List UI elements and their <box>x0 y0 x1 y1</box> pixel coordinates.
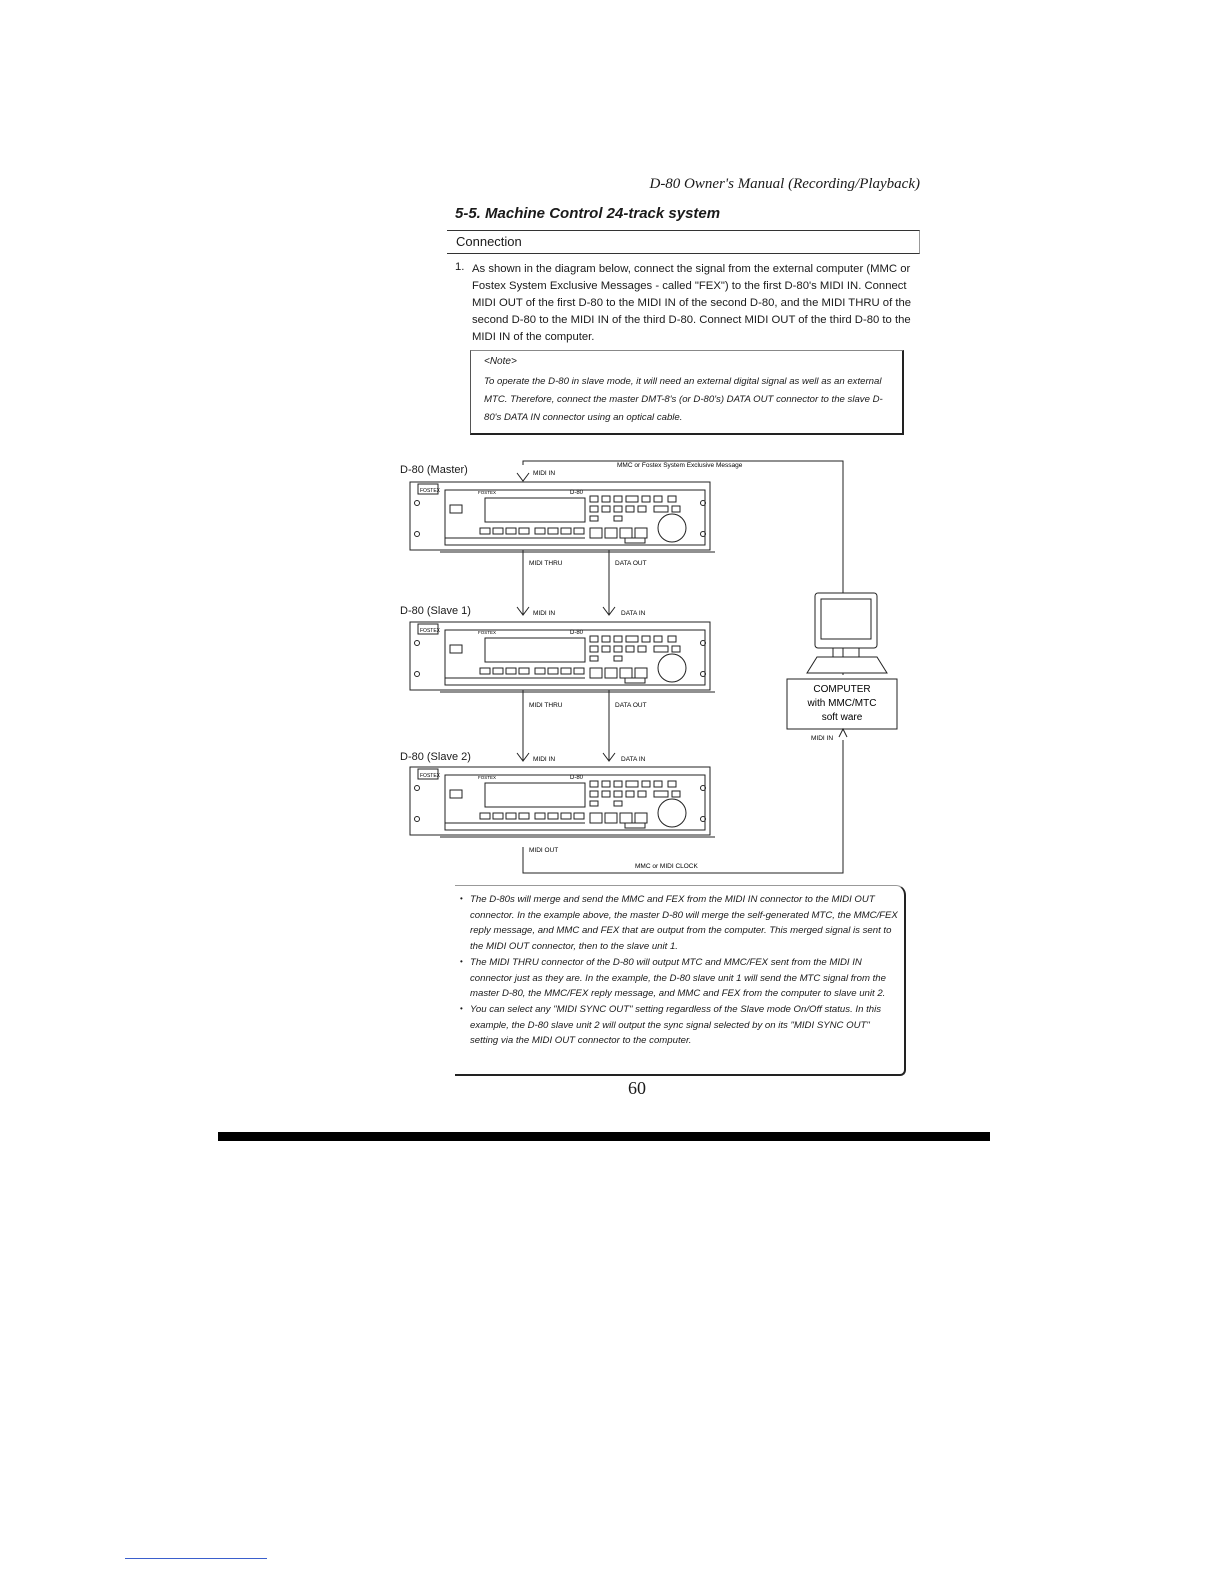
svg-text:FOSTEX: FOSTEX <box>420 628 441 634</box>
computer-port-midi-in: MIDI IN <box>811 735 834 742</box>
d80-device-slave2 <box>410 767 715 837</box>
port-label-data-out: DATA OUT <box>615 702 647 709</box>
connection-heading: Connection <box>456 234 522 249</box>
device-brand: FOSTEX <box>478 490 497 495</box>
device-model: D-80 <box>570 490 584 496</box>
section-title: 5-5. Machine Control 24-track system <box>455 205 721 222</box>
device-brand: FOSTEX <box>478 775 497 780</box>
d80-device-master <box>410 482 715 552</box>
step-text: As shown in the diagram below, connect the signal from the external computer (MMC or Fostex System Exclusive Messages - called "FEX") to the first D-80's MIDI IN. Connect MIDI OUT of the first D-80 to the MIDI IN of the second D-80, and the MIDI THRU of the second D-80 to the MIDI IN of the third D-80. Connect MIDI OUT of the third D-80 to the MIDI IN of the computer. <box>472 263 912 343</box>
note-bullet: • The D-80s will merge and send the MMC and FEX from the MIDI IN connector to the MIDI OUT connector. In the example above, the master D-80 will merge the self-generated MTC, the MMC/FEX reply message, and MMC and FEX that are output from the computer. This merged signal is sent to the MIDI OUT connector, then to the slave unit 1. <box>460 892 898 955</box>
computer-icon <box>807 593 887 673</box>
page-number: 60 <box>628 1078 646 1098</box>
running-header: D-80 Owner's Manual (Recording/Playback) <box>649 176 920 192</box>
footer-link-underline <box>125 1558 267 1559</box>
unit-label-slave1: D-80 (Slave 1) <box>400 605 471 617</box>
svg-text:FOSTEX: FOSTEX <box>420 773 441 779</box>
connection-diagram <box>395 455 915 880</box>
note-bullet: • You can select any "MIDI SYNC OUT" setting regardless of the Slave mode On/Off status. In this example, the D-80 slave unit 2 will output the sync signal selected by on its "MIDI SYNC OUT" setting via the MIDI OUT connector to the computer. <box>460 1002 898 1049</box>
bottom-message: MMC or MIDI CLOCK <box>635 863 698 870</box>
computer-label-line3: soft ware <box>821 712 863 723</box>
step-number: 1. <box>455 261 465 273</box>
port-label-data-in: DATA IN <box>621 756 646 763</box>
port-label-midi-thru: MIDI THRU <box>529 702 563 709</box>
svg-text:FOSTEX: FOSTEX <box>420 488 441 494</box>
port-label-midi-in: MIDI IN <box>533 610 556 617</box>
port-label-midi-out: MIDI OUT <box>529 847 559 854</box>
page-bottom-rule <box>218 1132 990 1141</box>
computer-label-line2: with MMC/MTC <box>807 698 877 709</box>
notes-list <box>460 892 898 1049</box>
port-label-midi-thru: MIDI THRU <box>529 560 563 567</box>
device-model: D-80 <box>570 630 584 636</box>
device-model: D-80 <box>570 775 584 781</box>
port-label-midi-in: MIDI IN <box>533 756 556 763</box>
note-text: To operate the D-80 in slave mode, it will need an external digital signal as well as an external MTC. Therefore, connect the master DMT-8's (or D-80's) DATA OUT connector to the slave D-80's DATA IN connector using an optical cable. <box>484 376 883 423</box>
computer-label-line1: COMPUTER <box>813 684 871 695</box>
port-label-data-out: DATA OUT <box>615 560 647 567</box>
unit-label-master: D-80 (Master) <box>400 464 468 476</box>
unit-label-slave2: D-80 (Slave 2) <box>400 751 471 763</box>
note-label: <Note> <box>484 356 517 367</box>
top-message: MMC or Fostex System Exclusive Message <box>617 462 743 469</box>
port-label-midi-in: MIDI IN <box>533 470 556 477</box>
device-brand: FOSTEX <box>478 630 497 635</box>
port-label-data-in: DATA IN <box>621 610 646 617</box>
note-bullet: • The MIDI THRU connector of the D-80 will output MTC and MMC/FEX sent from the MIDI IN connector just as they are. In the example, the D-80 slave unit 1 will send the MTC signal from the master D-80, the MMC/FEX reply message, and MMC and FEX from the computer to slave unit 2. <box>460 955 898 1002</box>
d80-device-slave1 <box>410 622 715 692</box>
